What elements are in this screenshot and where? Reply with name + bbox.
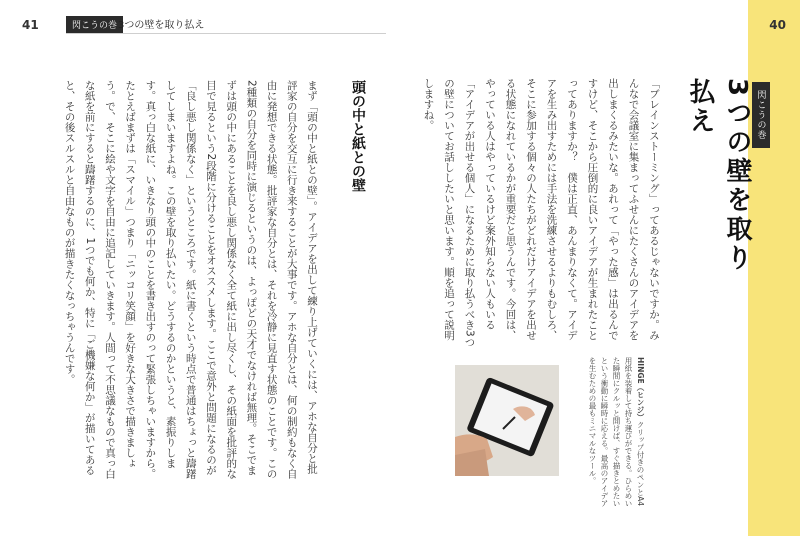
right-page-number: 40 [769, 18, 786, 32]
chapter-tag: 閃こうの巻 [66, 16, 123, 33]
left-page-number: 41 [22, 18, 39, 32]
intro-paragraph: 「ブレインストーミング」ってあるじゃないですか。みんなで会議室に集まってふせんにたくさんのアイデアを出しまくるみたいな。あれって「やった感」は出るんですけど、そこから圧倒的に良いアイデアが生まれたことってありますか？ 僕は正直、あんまりなくて。アイデアを生み出すためには手法を洗練させるよりもむしろ、そこに参加する個々の人たちがどれだけアイデアを出せる状態になれているかが重要だと思うんです。今回は、やっている人はやっているけど案外知らない人もいる「アイデアが出せる個人」になるために取り払うべき3つの壁についてお話ししたいと思います。順を追って説明しますね。 [422, 78, 660, 348]
clipboard-illustration [455, 365, 559, 476]
header-rule [66, 33, 386, 34]
photo-caption [568, 357, 646, 507]
section-heading: 頭の中と紙との壁 [350, 80, 366, 192]
body-paragraph: まず「頭の中と紙との壁」。アイデアを出して練り上げていくには、アホな自分と批評家の自分を交互に行き来することが大事です。アホな自分とは、何の制約もなく自由に発想できる状態。批評家な自分とは、それを冷静に見直す状態のことです。この2種類の自分を同時に演じるというのは、よっぽどの天才でなければ無理。そこでまずは頭の中にあることを良し悪し関係なく全て紙に出し尽くし、その紙面を批評的な目で見るという2段階に分けることをオススメします。ここで意外と問題になるのが「良し悪し関係なく」というところです。紙に書くという時点で普通はちょっと躊躇してしまいますよね。この壁を取り払いたい。どうするのかというと、素振りします。真っ白な紙に、いきなり頭の中のことを書き出すのって緊張しちゃいますから。たとえばまずは「スマイル」つまり「ニッコリ笑顔」を好きな大きさで描きましょう。で、そこに絵や文字を自由に追記していきます。人間って不思議なもので真っ白な紙を前にすると躊躇するのに、1つでも何か、特に「ご機嫌な何か」が描いてあると、その後スルスルと自由なものが描きたくなっちゃうんです。 [63, 80, 318, 479]
page-title: 3つの壁を取り払え [685, 78, 752, 274]
side-band-label: 閃こうの巻 [752, 82, 770, 148]
product-photo [455, 365, 559, 476]
caption-title: HINGE（ヒンジ） [636, 357, 645, 422]
caption-text: クリップ付きのペンとA4用紙を装着して持ち運びができる。ひらめいた瞬間にクルッと開けば、すぐ描きとめたいという衝動に瞬時に応える。最高のアイデアを生むための最もミニマルなツール。 [588, 357, 645, 507]
chapter-title: 3つの壁を取り払え [118, 20, 205, 31]
